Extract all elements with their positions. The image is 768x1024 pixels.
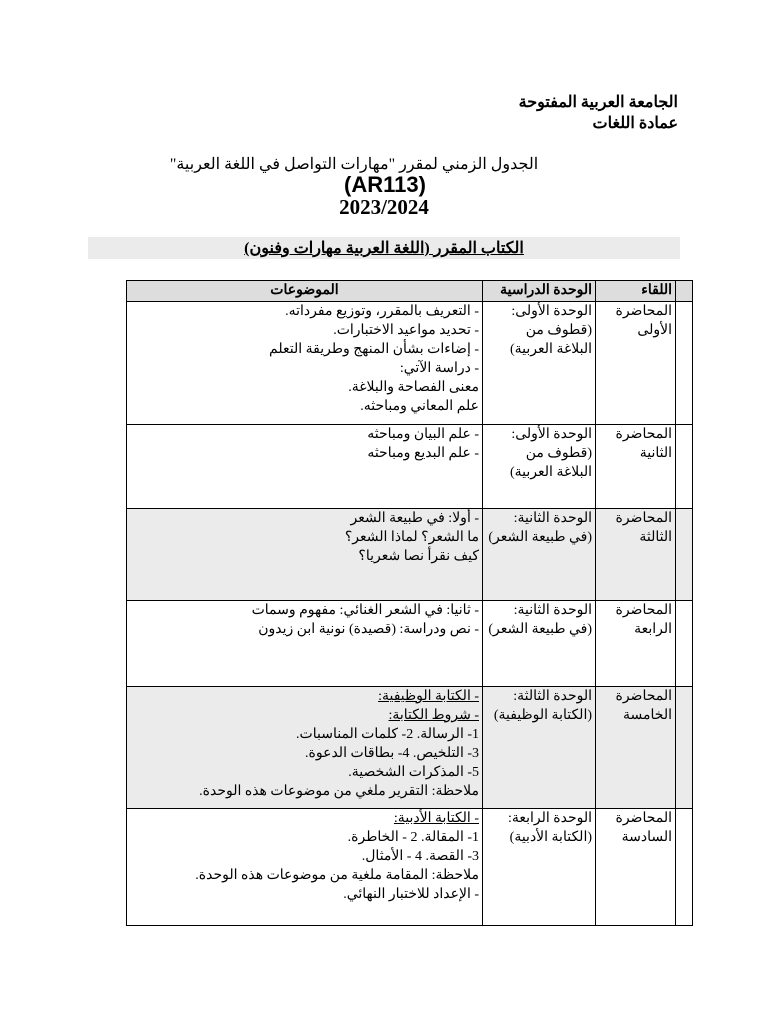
schedule-title: الجدول الزمني لمقرر "مهارات التواصل في اللغة العربية" <box>169 156 539 173</box>
table-header-row <box>127 281 693 302</box>
unit-cell-line: (قطوف من <box>525 323 592 338</box>
blank-cell <box>676 509 693 601</box>
topics-cell-line: 1- المقالة. 2 - الخاطرة. <box>347 830 479 845</box>
topics-cell-line: علم المعاني ومباحثه. <box>360 399 479 414</box>
topics-cell-line: - نص ودراسة: (قصيدة) نونية ابن زيدون <box>258 622 479 637</box>
unit-cell <box>483 425 596 509</box>
header-unit: الوحدة الدراسية <box>483 281 596 302</box>
lecture-cell <box>596 601 676 687</box>
table-row <box>127 425 693 509</box>
topics-cell-line: ما الشعر؟ لماذا الشعر؟ <box>344 530 479 545</box>
unit-cell <box>483 601 596 687</box>
topics-cell-line: - إضاءات بشأن المنهج وطريقة التعلم <box>269 342 479 357</box>
table-row <box>127 302 693 425</box>
unit-cell-line: (في طبيعة الشعر) <box>488 622 592 637</box>
unit-cell <box>483 687 596 809</box>
unit-cell-line: الوحدة الأولى: <box>511 427 592 442</box>
lecture-cell-line: الثالثة <box>639 530 672 545</box>
course-code: (AR113) <box>344 172 426 197</box>
university-name: الجامعة العربية المفتوحة <box>518 94 678 111</box>
blank-cell <box>676 687 693 809</box>
unit-cell-line: البلاغة العربية) <box>510 465 592 480</box>
topics-cell-line: - الكتابة الوظيفية: <box>378 689 479 704</box>
topics-cell-line: ملاحظة: التقرير ملغي من موضوعات هذه الوحدة. <box>199 784 479 799</box>
topics-cell-line: معنى الفصاحة والبلاغة. <box>348 380 479 395</box>
unit-cell <box>483 809 596 926</box>
topics-cell <box>127 509 483 601</box>
blank-cell <box>676 809 693 926</box>
lecture-cell-line: المحاضرة <box>615 603 672 618</box>
blank-cell <box>676 302 693 425</box>
topics-cell-line: 5- المذكرات الشخصية. <box>348 765 479 780</box>
lecture-cell-line: المحاضرة <box>615 811 672 826</box>
topics-cell-line: - التعريف بالمقرر، وتوزيع مفرداته. <box>285 304 479 319</box>
lecture-cell-line: المحاضرة <box>615 427 672 442</box>
lecture-cell-line: المحاضرة <box>615 304 672 319</box>
unit-cell-line: (في طبيعة الشعر) <box>488 530 592 545</box>
unit-cell-line: الوحدة الثالثة: <box>513 689 592 704</box>
topics-cell-line: - الكتابة الأدبية: <box>393 811 479 826</box>
lecture-cell-line: المحاضرة <box>615 689 672 704</box>
unit-cell-line: (الكتابة الوظيفية) <box>493 708 592 723</box>
header-topics: الموضوعات <box>127 281 483 302</box>
lecture-cell <box>596 687 676 809</box>
topics-cell-line: كيف نقرأ نصا شعريا؟ <box>358 549 479 564</box>
lecture-cell <box>596 509 676 601</box>
topics-cell-line: 3- التلخيص. 4- بطاقات الدعوة. <box>305 746 479 761</box>
blank-cell <box>676 601 693 687</box>
topics-cell-line: 1- الرسالة. 2- كلمات المناسبات. <box>296 727 479 742</box>
lecture-cell-line: الخامسة <box>623 708 672 723</box>
unit-cell-line: الوحدة الثانية: <box>513 511 592 526</box>
unit-cell-line: الوحدة الأولى: <box>511 304 592 319</box>
lecture-cell-line: السادسة <box>621 830 672 845</box>
deanship-name: عمادة اللغات <box>592 115 678 132</box>
topics-cell-line: - علم البديع ومباحثه <box>367 446 479 461</box>
unit-cell-line: البلاغة العربية) <box>510 342 592 357</box>
topics-cell-line: 3- القصة. 4 - الأمثال. <box>361 849 479 864</box>
lecture-cell-line: الأولى <box>637 323 672 338</box>
unit-cell-line: الوحدة الثانية: <box>513 603 592 618</box>
lecture-cell-line: الثانية <box>639 446 672 461</box>
textbook-title: الكتاب المقرر (اللغة العربية مهارات وفنون) <box>244 240 524 257</box>
unit-cell <box>483 509 596 601</box>
topics-cell <box>127 425 483 509</box>
topics-cell-line: - ثانيا: في الشعر الغنائي: مفهوم وسمات <box>251 603 479 618</box>
topics-cell <box>127 601 483 687</box>
academic-year: 2023/2024 <box>339 195 429 219</box>
schedule-table <box>126 280 693 926</box>
header-blank-cell <box>676 281 693 302</box>
unit-cell <box>483 302 596 425</box>
topics-cell-line: - الإعداد للاختبار النهائي. <box>343 887 479 902</box>
table-row <box>127 687 693 809</box>
topics-cell-line: ملاحظة: المقامة ملغية من موضوعات هذه الوحدة. <box>195 868 479 883</box>
topics-cell <box>127 687 483 809</box>
table-row <box>127 509 693 601</box>
blank-cell <box>676 425 693 509</box>
topics-cell-line: - شروط الكتابة: <box>388 708 479 723</box>
lecture-cell-line: المحاضرة <box>615 511 672 526</box>
topics-cell-line: - علم البيان ومباحثه <box>367 427 479 442</box>
lecture-cell <box>596 809 676 926</box>
topics-cell-line: - دراسة الآتي: <box>399 361 479 376</box>
topics-cell-line: - تحديد مواعيد الاختبارات. <box>333 323 479 338</box>
unit-cell-line: (الكتابة الأدبية) <box>509 830 592 845</box>
lecture-cell <box>596 425 676 509</box>
topics-cell <box>127 302 483 425</box>
lecture-cell-line: الرابعة <box>634 622 672 637</box>
topics-cell <box>127 809 483 926</box>
unit-cell-line: (قطوف من <box>525 446 592 461</box>
table-row <box>127 601 693 687</box>
unit-cell-line: الوحدة الرابعة: <box>507 811 592 826</box>
header-lecture: اللقاء <box>596 281 676 302</box>
table-row <box>127 809 693 926</box>
topics-cell-line: - أولا: في طبيعة الشعر <box>350 511 479 526</box>
lecture-cell <box>596 302 676 425</box>
